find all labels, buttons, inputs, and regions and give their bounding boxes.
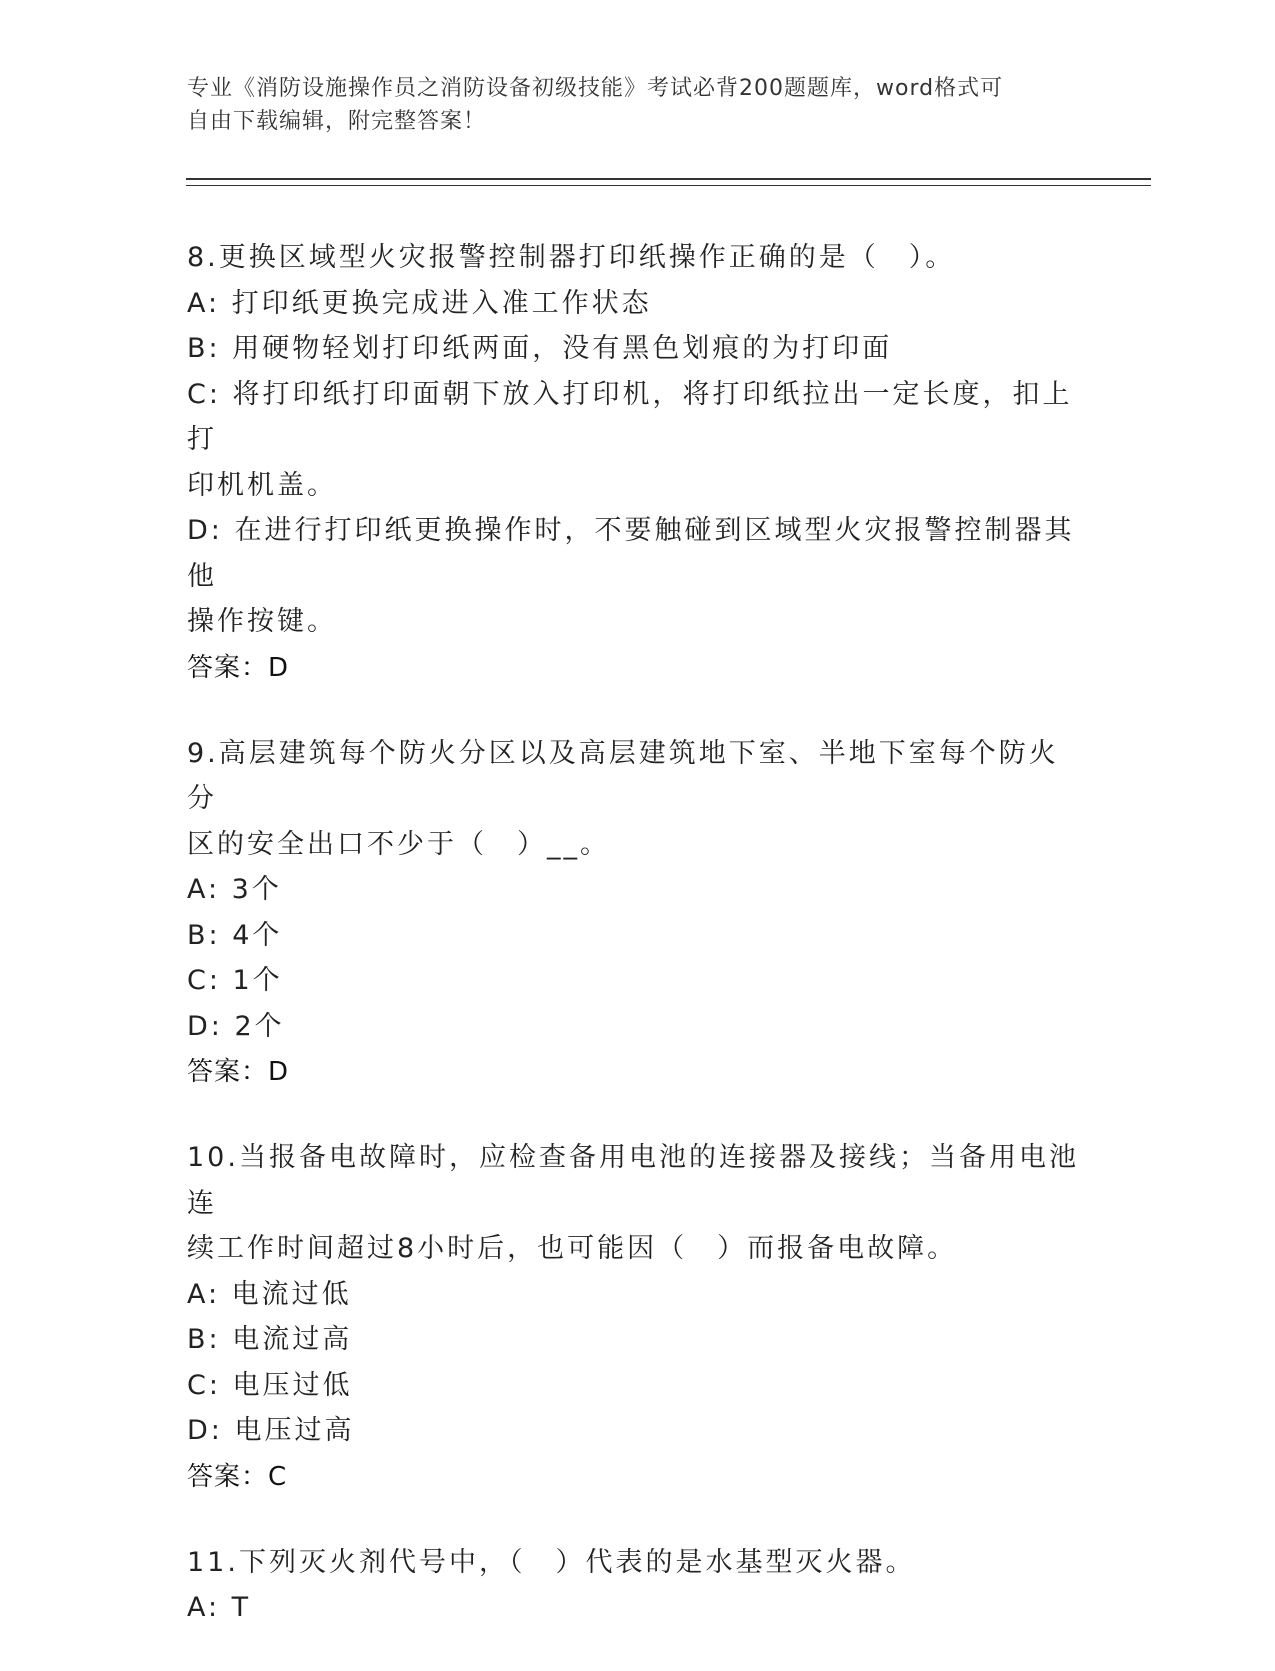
option-c: C: 将打印纸打印面朝下放入打印机，将打印纸拉出一定长度，扣上打	[187, 378, 1073, 455]
option-d: D: 电压过高	[187, 1415, 355, 1446]
option-c: C: 电压过低	[187, 1369, 353, 1401]
question-10	[187, 1135, 1087, 1500]
option-b: B: 用硬物轻划打印纸两面，没有黑色划痕的为打印面	[187, 333, 893, 364]
question-stem: 11.下列灭火剂代号中，（ ）代表的是水基型灭火器。	[187, 1546, 916, 1578]
option-d-continued: 操作按键。	[187, 606, 337, 637]
question-stem-continued: 区的安全出口不少于（ ）__。	[187, 828, 610, 860]
option-a: A: 3个	[187, 874, 282, 905]
answer: 答案：C	[187, 1461, 288, 1492]
question-list	[187, 235, 1087, 1671]
header-divider	[186, 178, 1151, 186]
answer: 答案：D	[187, 1057, 290, 1087]
option-c: C: 1个	[187, 965, 283, 996]
question-11	[187, 1540, 1087, 1631]
question-stem-continued: 续工作时间超过8小时后，也可能因（ ）而报备电故障。	[187, 1233, 958, 1264]
option-c-continued: 印机机盖。	[187, 469, 337, 501]
option-b: B: 4个	[187, 919, 283, 951]
header-line-1: 专业《消防设施操作员之消防设备初级技能》考试必背200题题库，word格式可	[187, 76, 1004, 101]
header-line-2: 自由下载编辑，附完整答案！	[187, 109, 487, 134]
question-8	[187, 235, 1087, 691]
document-header	[187, 72, 1087, 138]
question-stem: 9.高层建筑每个防火分区以及高层建筑地下室、半地下室每个防火分	[187, 737, 1059, 814]
option-b: B: 电流过高	[187, 1324, 353, 1355]
option-a: A: T	[187, 1592, 252, 1623]
option-a: A: 电流过低	[187, 1278, 352, 1310]
answer: 答案：D	[187, 652, 290, 683]
option-a: A: 打印纸更换完成进入准工作状态	[187, 287, 652, 319]
question-9	[187, 731, 1087, 1096]
question-stem: 10.当报备电故障时，应检查备用电池的连接器及接线；当备用电池连	[187, 1142, 1079, 1219]
option-d: D: 在进行打印纸更换操作时，不要触碰到区域型火灾报警控制器其他	[187, 515, 1075, 592]
option-d: D: 2个	[187, 1010, 285, 1042]
question-stem: 8.更换区域型火灾报警控制器打印纸操作正确的是（ ）。	[187, 242, 956, 273]
